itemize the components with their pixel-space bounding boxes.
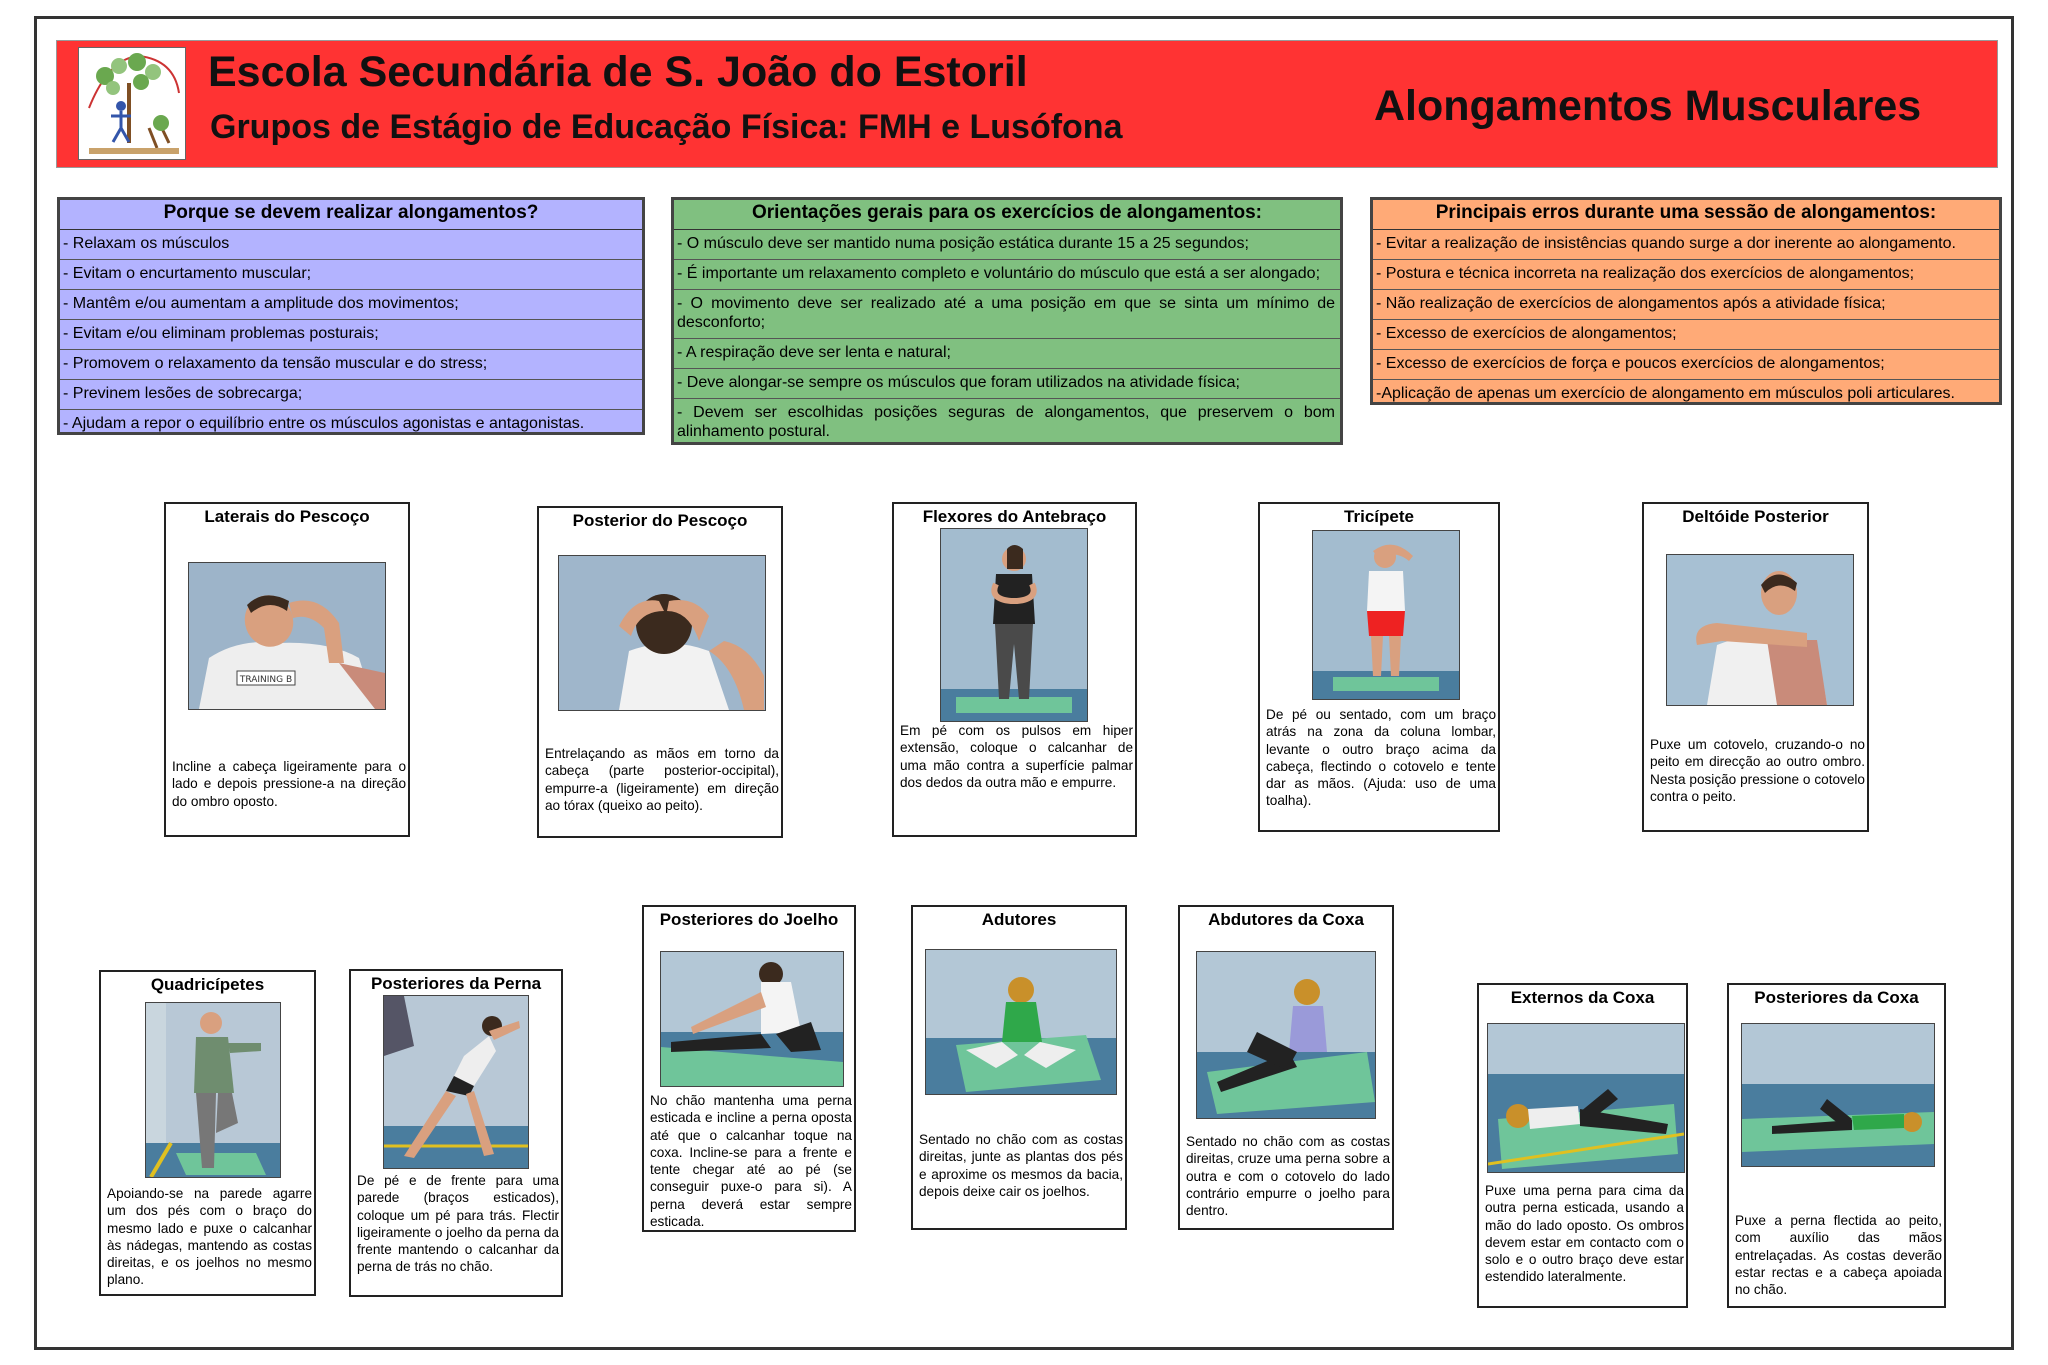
card-description: Puxe uma perna para cima da outra perna esticada, usando a mão do lado oposto. Os ombros devem estar em contacto com o solo e o outro braço deve estar estendido lateralmente. — [1485, 1183, 1684, 1285]
school-title: Escola Secundária de S. João do Estoril — [208, 48, 1028, 96]
card-externos-coxa — [1477, 983, 1688, 1308]
card-title: Quadricípetes — [150, 975, 265, 994]
list-item: - É importante um relaxamento completo e voluntário do músculo que está a ser alongado; — [674, 260, 1340, 290]
card-description: De pé e de frente para uma parede (braços esticados), coloque um pé para trás. Flectir ligeiramente o joelho da perna da frente mantendo o calcanhar da perna de trás no chão. — [357, 1173, 559, 1275]
list-item: - Mantêm e/ou aumentam a amplitude dos movimentos; — [60, 290, 642, 320]
why-stretch-title: Porque se devem realizar alongamentos? — [60, 200, 642, 230]
list-item: - Evitam e/ou eliminam problemas posturais; — [60, 320, 642, 350]
card-title: Posteriores da Coxa — [1754, 988, 1919, 1007]
exercise-photo — [660, 951, 844, 1087]
list-item: - Evitam o encurtamento muscular; — [60, 260, 642, 290]
exercise-photo — [188, 562, 386, 710]
list-item: - Ajudam a repor o equilíbrio entre os músculos agonistas e antagonistas. — [63, 414, 585, 432]
card-title: Deltóide Posterior — [1682, 507, 1829, 526]
card-description: Incline a cabeça ligeiramente para o lado e depois pressione-a na direção do ombro oposto. — [172, 759, 406, 809]
card-description: No chão mantenha uma perna esticada e incline a perna oposta até que o calcanhar toque na coxa. Incline-se para a frente e tente chegar até ao pé (se conseguir puxe-o para si). A perna deverá estar sempre esticada. — [650, 1093, 852, 1229]
card-title: Externos da Coxa — [1510, 988, 1655, 1007]
card-title: Abdutores da Coxa — [1208, 910, 1364, 929]
card-posterior-pescoco — [537, 506, 783, 838]
card-posteriores-coxa — [1727, 983, 1946, 1308]
card-flexores-antebraco — [892, 502, 1137, 837]
exercise-photo — [1741, 1023, 1935, 1167]
card-title: Laterais do Pescoço — [204, 507, 370, 526]
group-title: Grupos de Estágio de Educação Física: FMH e Lusófona — [210, 108, 1123, 146]
card-laterais-pescoco — [164, 502, 410, 837]
card-description: Sentado no chão com as costas direitas, junte as plantas dos pés e aproxime os mesmos da bacia, depois deixe cair os joelhos. — [919, 1132, 1123, 1199]
poster-title: Alongamentos Musculares — [1374, 82, 1922, 130]
shirt-print: TRAINING B — [239, 675, 293, 685]
card-description: Puxe a perna flectida ao peito, com auxílio das mãos entrelaçadas. As costas deverão estar rectas e a cabeça apoiada no chão. — [1735, 1213, 1942, 1297]
list-item: - Deve alongar-se sempre os músculos que foram utilizados na atividade física; — [674, 369, 1340, 399]
exercise-photo — [1666, 554, 1854, 706]
card-posteriores-perna — [349, 969, 563, 1297]
guidelines-box — [671, 197, 1343, 445]
card-description: Entrelaçando as mãos em torno da cabeça (parte posterior-occipital), empurre-a (ligeiramente) em direção ao tórax (queixo ao peito). — [545, 746, 779, 813]
list-item: - O movimento deve ser realizado até a uma posição em que se sinta um mínimo de desconforto; — [674, 290, 1340, 339]
card-description: De pé ou sentado, com um braço atrás na zona da coluna lombar, levante o outro braço acima da cabeça, flectindo o cotovelo e tente dar as mãos. (Ajuda: uso de uma toalha). — [1266, 707, 1496, 809]
exercise-photo — [1196, 951, 1376, 1119]
list-item: - A respiração deve ser lenta e natural; — [674, 339, 1340, 369]
list-item: - Excesso de exercícios de alongamentos; — [1373, 320, 1999, 350]
exercise-photo — [940, 528, 1088, 722]
school-logo — [78, 47, 186, 160]
list-item: -Aplicação de apenas um exercício de alongamento em músculos poli articulares. — [1376, 384, 1955, 402]
list-item: - Promovem o relaxamento da tensão muscular e do stress; — [60, 350, 642, 380]
card-description: Puxe um cotovelo, cruzando-o no peito em direcção ao outro ombro. Nesta posição pressione o cotovelo contra o peito. — [1650, 737, 1865, 804]
guidelines-title: Orientações gerais para os exercícios de alongamentos: — [674, 200, 1340, 230]
card-title: Posteriores da Perna — [370, 974, 542, 993]
why-stretch-box — [57, 197, 645, 435]
card-abdutores-coxa — [1178, 905, 1394, 1230]
card-description: Sentado no chão com as costas direitas, cruze uma perna sobre a outra e com o cotovelo do lado contrário empurre o joelho para dentro. — [1186, 1134, 1390, 1218]
card-adutores — [911, 905, 1127, 1230]
list-item: - Previnem lesões de sobrecarga; — [60, 380, 642, 410]
list-item: - Não realização de exercícios de alongamentos após a atividade física; — [1373, 290, 1999, 320]
exercise-photo — [925, 949, 1117, 1095]
list-item: - Relaxam os músculos — [60, 230, 642, 260]
list-item: - Postura e técnica incorreta na realização dos exercícios de alongamentos; — [1373, 260, 1999, 290]
list-item: - O músculo deve ser mantido numa posição estática durante 15 a 25 segundos; — [674, 230, 1340, 260]
errors-box — [1370, 197, 2002, 405]
exercise-photo — [383, 995, 529, 1169]
exercise-photo — [1487, 1023, 1685, 1173]
card-tricipete — [1258, 502, 1500, 832]
card-description: Em pé com os pulsos em hiper extensão, coloque o calcanhar de uma mão contra a superfície palmar dos dedos da outra mão e empurre. — [900, 723, 1133, 790]
card-posteriores-joelho — [642, 905, 856, 1232]
exercise-photo — [1312, 530, 1460, 700]
card-description: Apoiando-se na parede agarre um dos pés com o braço do mesmo lado e puxe o calcanhar às nádegas, mantendo as costas direitas, e os joelhos no mesmo plano. — [107, 1186, 312, 1288]
card-title: Posterior do Pescoço — [572, 511, 748, 530]
card-title: Flexores do Antebraço — [922, 507, 1107, 526]
exercise-photo — [145, 1002, 281, 1178]
list-item: - Evitar a realização de insistências quando surge a dor inerente ao alongamento. — [1373, 230, 1999, 260]
list-item: - Devem ser escolhidas posições seguras de alongamentos, que preservem o bom alinhamento postural. — [677, 403, 1335, 440]
card-deltoide-posterior — [1642, 502, 1869, 832]
card-title: Tricípete — [1344, 507, 1414, 526]
errors-title: Principais erros durante uma sessão de alongamentos: — [1373, 200, 1999, 230]
card-quadricipetes — [99, 970, 316, 1296]
list-item: - Excesso de exercícios de força e poucos exercícios de alongamentos; — [1373, 350, 1999, 380]
card-title: Posteriores do Joelho — [659, 910, 839, 929]
card-title: Adutores — [981, 910, 1057, 929]
exercise-photo — [558, 555, 766, 711]
